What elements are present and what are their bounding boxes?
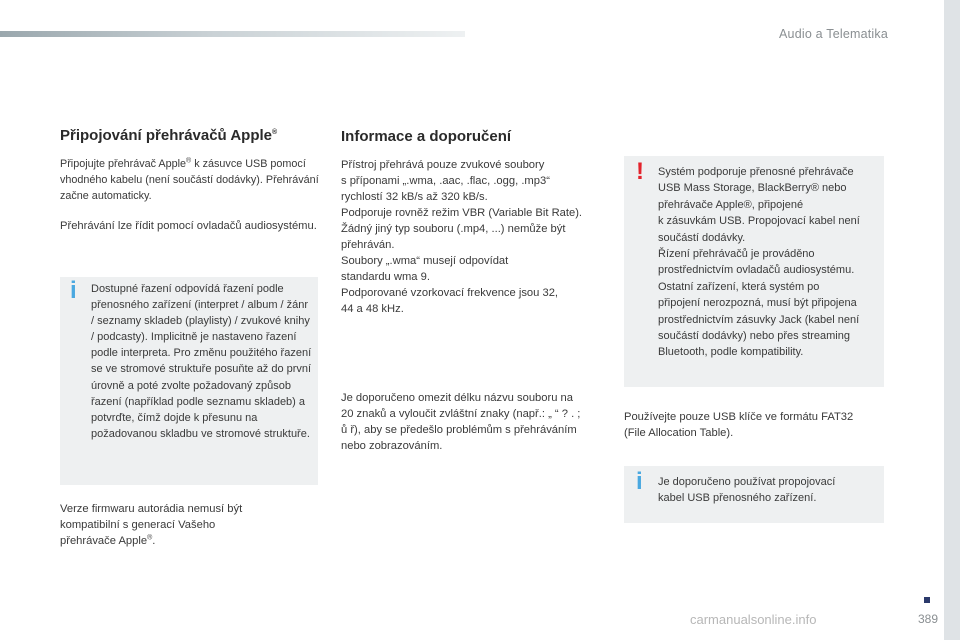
filename-line: 20 znaků a vyloučit zvláštní znaky (např.: „ “ ? . ; xyxy=(341,408,581,420)
warning-line: Bluetooth, podle kompatibility. xyxy=(658,346,804,359)
formats-line: s příponami „.wma, .aac, .flac, .ogg, .mp3“ xyxy=(341,175,550,187)
heading-apple-sup: ® xyxy=(272,129,278,136)
firmware-dot: . xyxy=(152,535,156,547)
firmware-text: Verze firmwaru autorádia nemusí být kompatibilní s generací Vašeho přehrávače Apple xyxy=(60,503,243,547)
warning-line: Řízení přehrávačů je prováděno xyxy=(658,248,815,261)
warning-line: k zásuvkám USB. Propojovací kabel není xyxy=(658,215,860,228)
warning-line: prostřednictvím zásuvky Jack (kabel není xyxy=(658,313,860,326)
warning-icon: ! xyxy=(636,158,644,185)
usb-line: (File Allocation Table). xyxy=(624,427,734,439)
usb-line: Používejte pouze USB klíče ve formátu FAT32 xyxy=(624,411,854,423)
formats-line: standardu wma 9. xyxy=(341,271,430,283)
firmware-sup: ® xyxy=(147,534,153,542)
warning-line: USB Mass Storage, BlackBerry® nebo xyxy=(658,182,847,195)
warning-line: Ostatní zařízení, která systém po xyxy=(658,280,820,293)
heading-info: Informace a doporučení xyxy=(341,128,512,145)
heading-apple xyxy=(60,128,322,144)
middle-column xyxy=(341,129,609,317)
info-line: Je doporučeno používat propojovací xyxy=(658,476,836,488)
formats-line: 44 a 48 kHz. xyxy=(341,303,404,315)
formats-line: přehráván. xyxy=(341,239,395,251)
warning-box-text xyxy=(658,164,882,361)
filename-line: ů ř), aby se předešlo problémům s přehráváním xyxy=(341,424,577,436)
filename-line: nebo zobrazováním. xyxy=(341,440,443,452)
watermark: carmanualsonline.info xyxy=(690,612,817,627)
filename-line: Je doporučeno omezit délku názvu souboru na xyxy=(341,392,573,404)
apple-connect-text-b: k zásuvce USB pomocí vhodného kabelu (není součástí dodávky). Přehrávání začne automaticky. xyxy=(60,158,319,202)
firmware-note xyxy=(60,501,260,549)
info-line: kabel USB přenosného zařízení. xyxy=(658,492,817,504)
info-box-sorting-text: Dostupné řazení odpovídá řazení podle přenosného zařízení (interpret / album / žánr / seznamy skladeb (playlisty) / zvukové knihy / podcasty). Implicitně je nastaveno řazení podle interpreta. Pro změnu použitého řazení se ve stromové struktuře posuňte až do první úrovně a poté zvolte požadovaný způsob řazení (například podle seznamu skladeb) a potvrďte, čímž dojde k přesunu na požadovanou skladbu ve stromové struktuře. xyxy=(91,283,312,440)
info-box-cable-text xyxy=(658,474,880,506)
usb-fat32-paragraph xyxy=(624,409,894,441)
info-icon: i xyxy=(636,468,643,495)
apple-control-paragraph: Přehrávání lze řídit pomocí ovladačů audiosystému. xyxy=(60,220,317,232)
formats-paragraph xyxy=(341,157,609,317)
firmware-paragraph xyxy=(60,501,260,549)
apple-connect-sup: ® xyxy=(186,157,192,165)
warning-line: přehrávače Apple®, připojené xyxy=(658,198,804,211)
info-box-sorting xyxy=(60,277,318,485)
warning-line: prostřednictvím ovladačů audiosystému. xyxy=(658,264,855,277)
warning-line: součástí dodávky. xyxy=(658,231,746,244)
formats-line: Přístroj přehrává pouze zvukové soubory xyxy=(341,159,545,171)
formats-line: Soubory „.wma“ musejí odpovídat xyxy=(341,255,509,267)
page-number: 389 xyxy=(917,612,938,626)
info-box-cable xyxy=(624,466,884,523)
apple-connect-text-a: Připojujte přehrávač Apple xyxy=(60,158,187,170)
warning-line: Systém podporuje přenosné přehrávače xyxy=(658,166,854,178)
warning-box-support xyxy=(624,156,884,387)
formats-line: Podporuje rovněž režim VBR (Variable Bit Rate). xyxy=(341,207,583,219)
formats-line: Žádný jiný typ souboru (.mp4, ...) nemůže být xyxy=(341,223,566,235)
left-column xyxy=(60,128,322,234)
header-decor-bar xyxy=(0,31,465,37)
page-marker xyxy=(924,597,930,603)
formats-line: rychlostí 32 kB/s až 320 kB/s. xyxy=(341,191,488,203)
apple-connect-paragraph xyxy=(60,156,322,204)
warning-line: připojení nerozpozná, musí být připojena xyxy=(658,297,857,310)
info-icon: i xyxy=(70,277,77,304)
formats-line: Podporované vzorkovací frekvence jsou 32, xyxy=(341,287,559,299)
section-title: Audio a Telematika xyxy=(779,27,888,41)
heading-apple-text: Připojování přehrávačů Apple xyxy=(60,127,272,144)
page-edge-strip xyxy=(944,0,960,640)
filename-paragraph xyxy=(341,390,609,454)
warning-line: součástí dodávky) nebo přes streaming xyxy=(658,330,850,343)
